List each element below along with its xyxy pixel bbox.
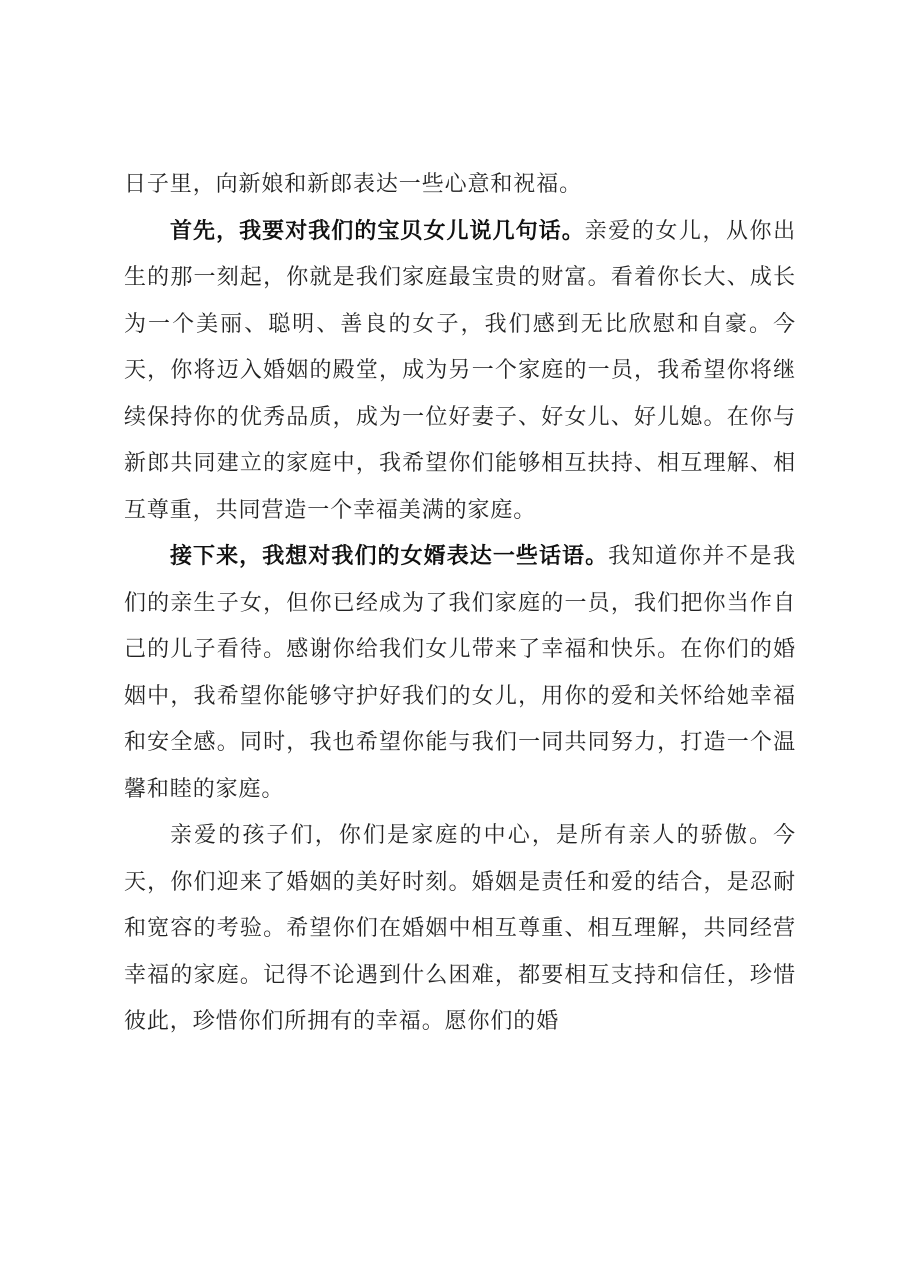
paragraph-to-daughter <box>124 209 796 535</box>
paragraph-to-children <box>124 813 796 1046</box>
paragraph-text: 亲爱的孩子们，你们是家庭的中心，是所有亲人的骄傲。今天，你们迎来了婚姻的美好时刻。婚姻是责任和爱的结合，是忍耐和宽容的考验。希望你们在婚姻中相互尊重、相互理解，共同经营幸福的家庭。记得不论遇到什么困难，都要相互支持和信任，珍惜彼此，珍惜你们所拥有的幸福。愿你们的婚 <box>124 823 796 1034</box>
paragraph-continuation <box>124 162 796 209</box>
paragraph-text: 亲爱的女儿，从你出生的那一刻起，你就是我们家庭最宝贵的财富。看着你长大、成长为一个美丽、聪明、善良的女子，我们感到无比欣慰和自豪。今天，你将迈入婚姻的殿堂，成为另一个家庭的一员，我希望你将继续保持你的优秀品质，成为一位好妻子、好女儿、好儿媳。在你与新郎共同建立的家庭中，我希望你们能够相互扶持、相互理解、相互尊重，共同营造一个幸福美满的家庭。 <box>124 218 797 523</box>
paragraph-to-son-in-law <box>124 534 796 813</box>
paragraph-text: 我知道你并不是我们的亲生子女，但你已经成为了我们家庭的一员，我们把你当作自己的儿子看待。感谢你给我们女儿带来了幸福和快乐。在你们的婚姻中，我希望你能够守护好我们的女儿，用你的爱和关怀给她幸福和安全感。同时，我也希望你能与我们一同共同努力，打造一个温馨和睦的家庭。 <box>124 544 796 802</box>
paragraph-lead-sentence: 接下来，我想对我们的女婿表达一些话语。 <box>170 544 609 569</box>
paragraph-lead-sentence: 首先，我要对我们的宝贝女儿说几句话。 <box>170 218 585 244</box>
document-body <box>124 162 796 1046</box>
paragraph-text: 日子里，向新娘和新郎表达一些心意和祝福。 <box>124 172 583 197</box>
